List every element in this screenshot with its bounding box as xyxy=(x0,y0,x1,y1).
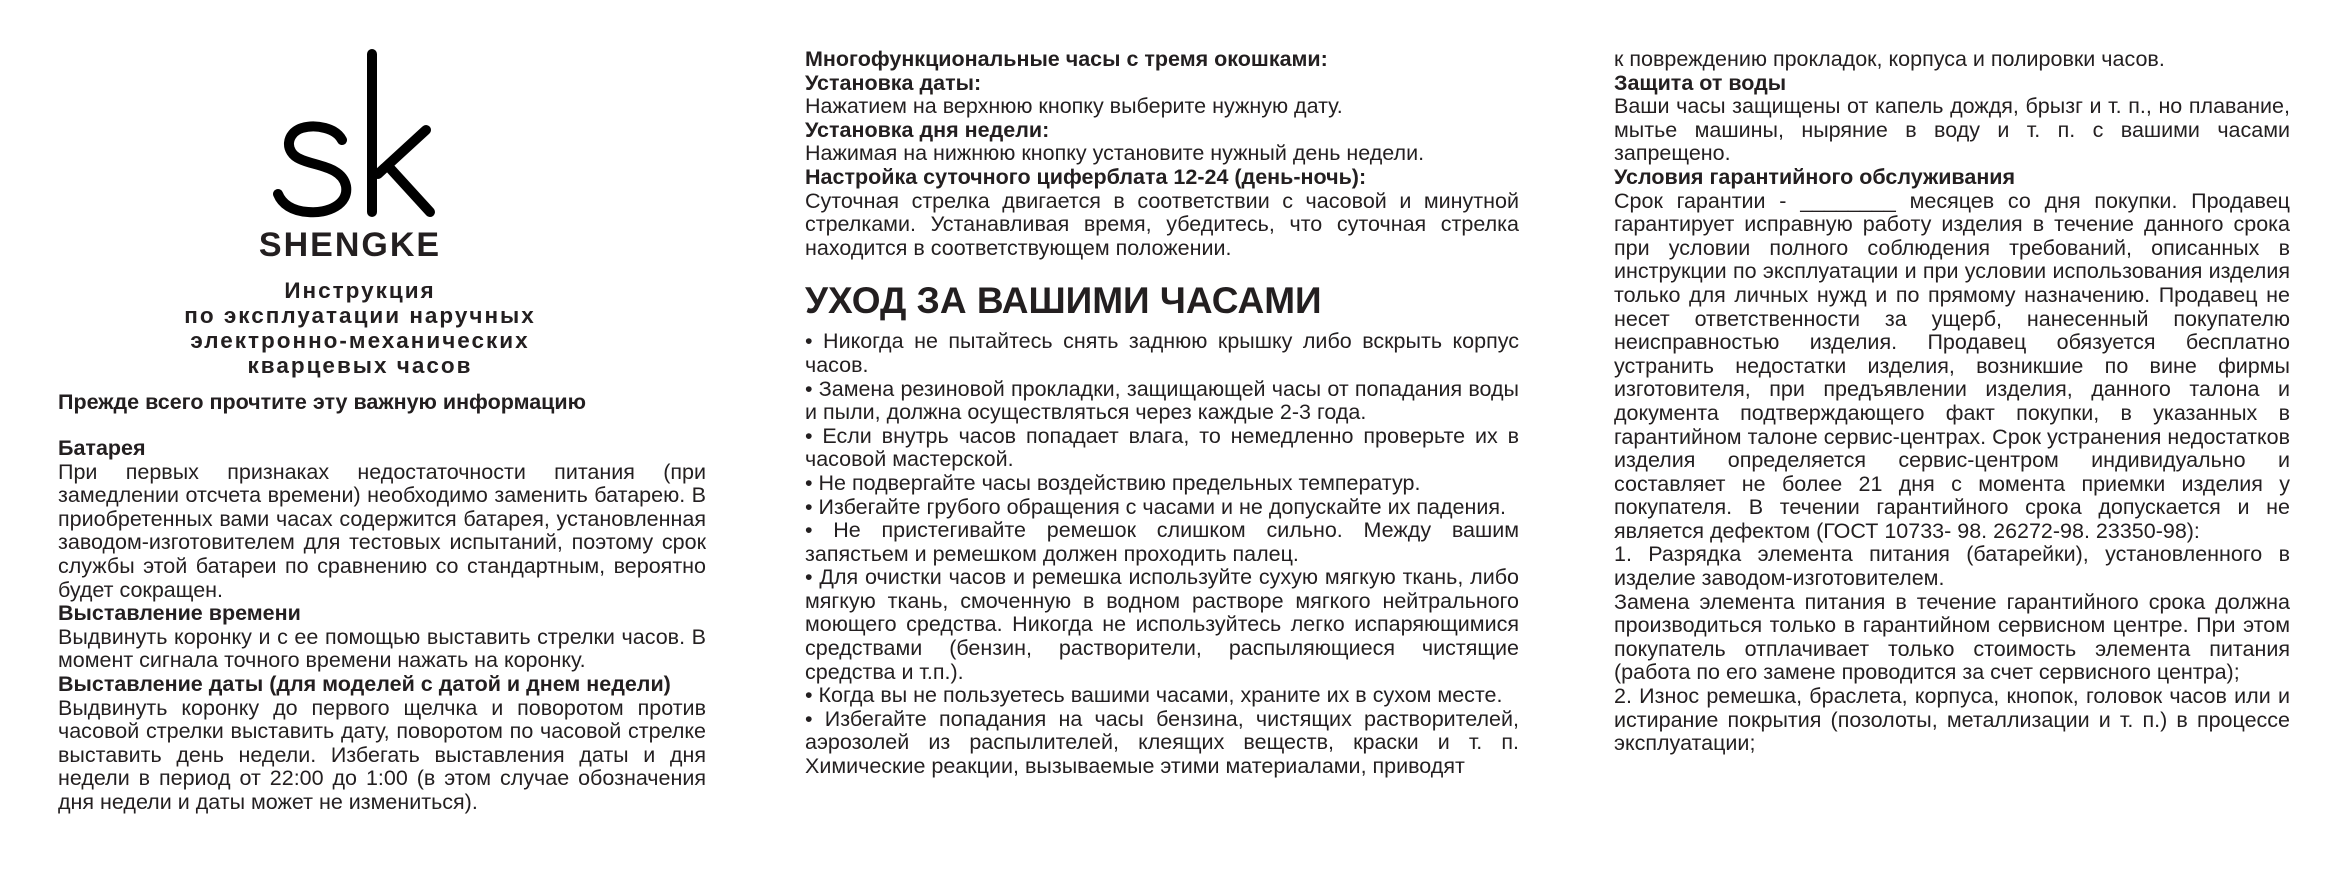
care-bullet: • Не подвергайте часы воздействию предельных температур. xyxy=(805,470,1421,495)
time-text: Выдвинуть коронку и с ее помощью выставить стрелки часов. В момент сигнала точного времени нажать на коронку. xyxy=(58,624,706,673)
date-set-heading: Установка даты: xyxy=(805,70,982,95)
weekday-heading: Установка дня недели: xyxy=(805,117,1050,142)
water-heading: Защита от воды xyxy=(1614,70,1787,95)
care-bullet: • Для очистки часов и ремешка используйте сухую мягкую ткань, либо мягкую ткань, смоченную в водном растворе мягкого нейтрального моющего средства. Никогда не используйтесь легко испаряющимися средствами (бензин, растворители, распыляющиеся чистящие средства и т.п.). xyxy=(805,565,1519,684)
sk-logo-icon xyxy=(250,48,450,228)
manual-title-line: по эксплуатации наручных xyxy=(184,303,536,328)
column-2 xyxy=(805,48,1519,779)
care-bullet: • Избегайте грубого обращения с часами и не допускайте их падения. xyxy=(805,494,1506,519)
warranty-item-1-text: Замена элемента питания в течение гарантийного срока должна производиться только в гарантийном сервисном центре. При этом покупатель отплачивает только стоимость элемента питания (работа по его замене проводится за счет сервисного центра); xyxy=(1614,589,2290,685)
warranty-item-2: 2. Износ ремешка, браслета, корпуса, кнопок, головок часов или и истирание покрытия (позолоты, металлизации и т. п.) в процессе эксплуатации; xyxy=(1614,684,2290,756)
column-3 xyxy=(1614,48,2290,756)
care-bullet: • Замена резиновой прокладки, защищающей часы от попадания воды и пыли, должна осуществляться через каждые 2-3 года. xyxy=(805,376,1519,425)
brand-logo xyxy=(225,48,475,265)
warranty-heading: Условия гарантийного обслуживания xyxy=(1614,164,2016,189)
battery-heading: Батарея xyxy=(58,436,146,460)
care-heading: УХОД ЗА ВАШИМИ ЧАСАМИ xyxy=(805,280,1322,322)
weekday-text: Нажимая на нижнюю кнопку установите нужный день недели. xyxy=(805,141,1425,166)
column-1 xyxy=(58,437,706,815)
warranty-text: Срок гарантии - ________ месяцев со дня покупки. Продавец гарантирует исправную работу изделия в течение данного срока при условии полного соблюдения требований, описанных в инструкции по эксплуатации и при условии использования изделия только для личных нужд и по прямому назначению. Продавец не несет ответственности за ущерб, нанесенный покупателю неисправностью изделия. Продавец обязуется бесплатно устранить недостатки изделия, возникшие по вине фирмы изготовителя, при предъявлении изделия, данного талона и документа подтверждающего факт покупки, в указанных в гарантийном талоне сервис-центрах. Срок устранения недостатков изделия определяется сервис-центром индивидуально и составляет не более 21 дня с момента приемки изделия у покупателя. В течении гарантийного срока допускается и не является дефектом (ГОСТ 10733- 98. 26272-98. 23350-98): xyxy=(1614,188,2290,543)
care-bullet: • Не пристегивайте ремешок слишком сильно. Между вашим запястьем и ремешком должен проходить палец. xyxy=(805,518,1519,566)
manual-title xyxy=(140,278,580,378)
care-bullet: • Если внутрь часов попадает влага, то немедленно проверьте их в часовой мастерской. xyxy=(805,423,1519,472)
date-heading: Выставление даты (для моделей с датой и днем недели) xyxy=(58,671,671,696)
water-text: Ваши часы защищены от капель дождя, брызг и т. п., но плавание, мытье машины, ныряние в воду и т. п. с вашими часами запрещено. xyxy=(1614,94,2290,166)
manual-title-line: Инструкция xyxy=(284,278,436,303)
time-heading: Выставление времени xyxy=(58,601,301,626)
dial24-text: Суточная стрелка двигается в соответствии с часовой и минутной стрелками. Устанавливая время, убедитесь, что суточная стрелка находится в соответствующем положении. xyxy=(805,188,1519,260)
read-first-notice: Прежде всего прочтите эту важную информацию xyxy=(58,390,586,414)
care-bullet: • Избегайте попадания на часы бензина, чистящих растворителей, аэрозолей из распылителей, клеящих веществ, краски и т. п. Химические реакции, вызываемые этими материалами, приводят xyxy=(805,706,1519,779)
date-set-text: Нажатием на верхнюю кнопку выберите нужную дату. xyxy=(805,94,1343,119)
care-bullets xyxy=(805,330,1519,778)
warranty-item-1: 1. Разрядка элемента питания (батарейки), установленного в изделие заводом-изготовителем. xyxy=(1614,542,2290,591)
brand-name: SHENGKE xyxy=(258,226,442,264)
manual-title-line: кварцевых часов xyxy=(247,353,473,378)
multi-function-heading: Многофункциональные часы с тремя окошками: xyxy=(805,47,1328,71)
date-text: Выдвинуть коронку до первого щелчка и поворотом против часовой стрелки выставить дату, поворотом по часовой стрелке выставить день недели. Избегать выставления даты и дня недели в период от 22:00 до 1:00 (в этом случае обозначения дня недели и даты может не измениться). xyxy=(58,695,706,814)
dial24-heading: Настройка суточного циферблата 12-24 (день-ночь): xyxy=(805,164,1367,189)
care-bullet: • Когда вы не пользуетесь вашими часами, храните их в сухом месте. xyxy=(805,683,1503,708)
continuation-text: к повреждению прокладок, корпуса и полировки часов. xyxy=(1614,47,2165,71)
manual-title-line: электронно-механических xyxy=(190,328,530,353)
care-bullet: • Никогда не пытайтесь снять заднюю крышку либо вскрыть корпус часов. xyxy=(805,329,1519,377)
battery-text: При первых признаках недостаточности питания (при замедлении отсчета времени) необходимо заменить батарею. В приобретенных вами часах содержится батарея, установленная заводом-изготовителем для тестовых испытаний, поэтому срок службы этой батареи по сравнению со стандартным, вероятно будет сокращен. xyxy=(58,459,706,602)
